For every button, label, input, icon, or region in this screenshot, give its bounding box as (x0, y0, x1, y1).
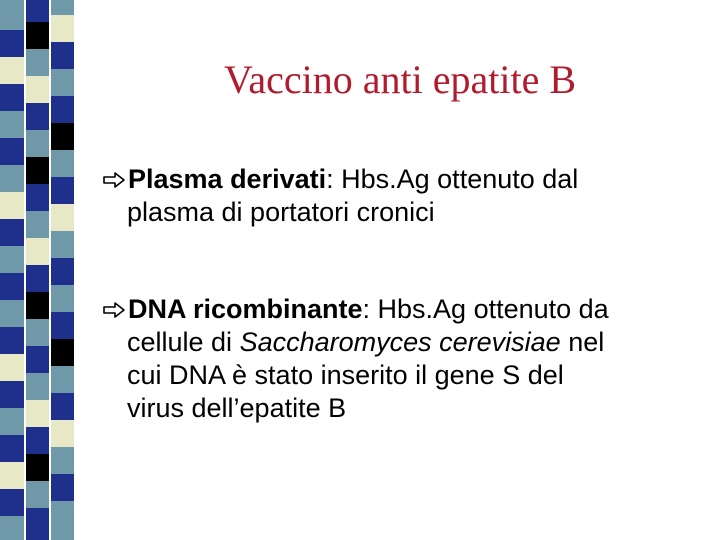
bullet-term: DNA ricombinante (128, 294, 363, 324)
bullet-text-line: cui DNA è stato inserito il gene S del (127, 360, 564, 390)
species-name: Saccharomyces cerevisiae (239, 327, 561, 357)
arrow-right-outline-icon (102, 170, 128, 190)
bullet-text-line (102, 326, 702, 359)
bullet-text: : Hbs.Ag ottenuto da (362, 294, 609, 324)
bullet-text: nel (560, 327, 605, 357)
arrow-right-outline-icon (102, 300, 128, 320)
bullet-dna-ricombinante (102, 293, 702, 425)
bullet-plasma-derivati (102, 163, 702, 229)
bullet-text-line: plasma di portatori cronici (127, 197, 435, 227)
bullet-text: : Hbs.Ag ottenuto dal (326, 164, 579, 194)
slide-title: Vaccino anti epatite B (223, 57, 577, 102)
bullet-term: Plasma derivati (128, 164, 327, 194)
bullet-text-line: virus dell’epatite B (127, 393, 347, 423)
decorative-border-strip (0, 0, 75, 540)
bullet-text: cellule di (127, 327, 240, 357)
